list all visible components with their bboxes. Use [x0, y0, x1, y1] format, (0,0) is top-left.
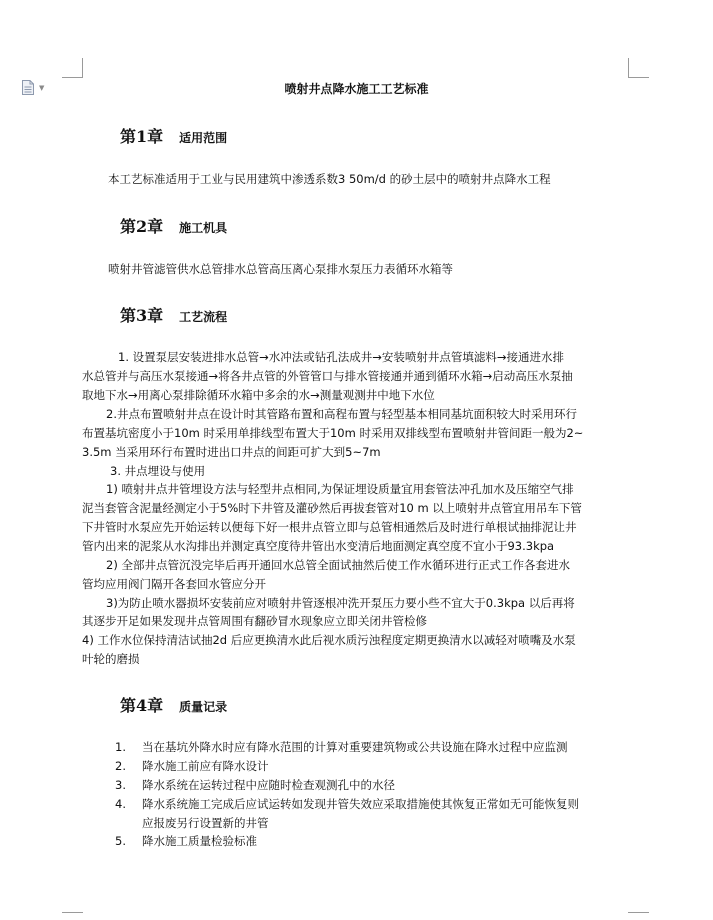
crop-mark-bottom-left-h	[62, 912, 83, 913]
list-item-text: 降水系统在运转过程中应随时检查观测孔中的水径	[142, 778, 395, 792]
list-item-text: 降水系统施工完成后应试运转如发现井管失效应采取措施使其恢复正常如无可能恢复则	[142, 797, 579, 811]
paragraph-line: 叶轮的磨损	[82, 652, 140, 666]
paragraph-line: 1) 喷射井点井管埋设方法与轻型井点相同,为保证埋设质量宜用套管法冲孔加水及压缩空气排	[106, 482, 574, 496]
chapter-number: 第2章	[120, 217, 164, 236]
paragraph-line: 2.井点布置喷射井点在设计时其管路布置和高程布置与轻型基本相同基坑面积较大时采用环行	[106, 407, 577, 421]
chapter-title: 适用范围	[179, 131, 228, 145]
list-item-text-continued: 应报废另行设置新的井管	[142, 816, 269, 830]
document-title: 喷射井点降水施工工艺标准	[284, 82, 429, 96]
chapter-1-heading	[120, 124, 227, 147]
chapter-number: 第1章	[120, 127, 164, 146]
list-item-number: 2.	[115, 759, 126, 773]
chevron-down-icon[interactable]: ▼	[39, 84, 45, 92]
chapter-title: 工艺流程	[179, 310, 228, 324]
list-item-number: 3.	[115, 778, 126, 792]
paragraph-line: 取地下水→用离心泵排除循环水箱中多余的水→测量观测井中地下水位	[82, 388, 435, 402]
paragraph-line: 泥当套管含泥量经测定小于5%时下井管及灌砂然后再拔套管对10 m 以上喷射井点管宜用吊车下管	[82, 501, 582, 515]
chapter-2-heading	[120, 214, 227, 237]
paragraph-line: 本工艺标准适用于工业与民用建筑中渗透系数3 50m/d 的砂土层中的喷射井点降水工程	[108, 172, 551, 186]
chapter-number: 第4章	[120, 696, 164, 715]
chapter-title: 质量记录	[179, 700, 228, 714]
list-item-text: 降水施工质量检验标准	[142, 834, 257, 848]
paragraph-line: 3. 井点埋设与使用	[110, 464, 206, 478]
crop-mark-top-right-h	[628, 77, 649, 78]
list-item-number: 5.	[115, 834, 126, 848]
list-item	[0, 795, 713, 833]
crop-mark-top-left-v	[82, 58, 83, 78]
crop-mark-top-right-v	[628, 58, 629, 78]
paragraph-line: 2) 全部井点管沉没完毕后再开通回水总管全面试抽然后使工作水循环进行正式工作各套进水	[106, 558, 570, 572]
paragraph-line: 管均应用阀门隔开各套回水管应分开	[82, 577, 266, 591]
chapter-3-heading	[120, 303, 227, 326]
list-item-text: 当在基坑外降水时应有降水范围的计算对重要建筑物或公共设施在降水过程中应监测	[142, 740, 568, 754]
chapter-number: 第3章	[120, 306, 164, 325]
paragraph-line: 水总管并与高压水泵接通→将各井点管的外管管口与排水管接通并通到循环水箱→启动高压水泵抽	[82, 369, 573, 383]
paragraph-line: 下井管时水泵应先开始运转以便每下好一根井点管立即与总管相通然后及时进行单根试抽排泥让井	[82, 520, 577, 534]
chapter-4-heading	[120, 693, 227, 716]
paragraph-line: 布置基坑密度小于10m 时采用单排线型布置大于10m 时采用双排线型布置喷射井管间距一般为2~	[82, 426, 584, 440]
paragraph-line: 管内出来的泥浆从水沟排出并测定真空度待井管出水变清后地面测定真空度不宜小于93.3kpa	[82, 539, 555, 553]
crop-mark-top-left-h	[62, 77, 83, 78]
crop-mark-bottom-right-h	[628, 912, 649, 913]
list-item	[0, 832, 713, 851]
list-item-number: 4.	[115, 797, 126, 811]
chapter-title: 施工机具	[179, 221, 228, 235]
list-item	[0, 757, 713, 776]
paragraph-line: 3)为防止喷水器损坏安装前应对喷射井管逐根冲洗开泵压力要小些不宜大于0.3kpa 以后再将	[106, 596, 575, 610]
paragraph-line: 1. 设置泵层安装进排水总管→水冲法或钻孔法成井→安装喷射井点管填滤料→接通进水排	[118, 350, 565, 364]
list-item	[0, 738, 713, 757]
paragraph-line: 4) 工作水位保持清洁试抽2d 后应更换清水此后视水质污浊程度定期更换清水以减轻对喷嘴及水泵	[82, 633, 576, 647]
paragraph-line: 其逐步开足如果发现井点管周围有翻砂冒水现象应立即关闭井管检修	[82, 614, 427, 628]
list-item-text: 降水施工前应有降水设计	[142, 759, 269, 773]
paragraph-line: 3.5m 当采用环行布置时进出口井点的间距可扩大到5~7m	[82, 445, 381, 459]
paragraph-line: 喷射井管滤管供水总管排水总管高压离心泵排水泵压力表循环水箱等	[108, 262, 453, 276]
list-item-number: 1.	[115, 740, 126, 754]
list-item	[0, 776, 713, 795]
